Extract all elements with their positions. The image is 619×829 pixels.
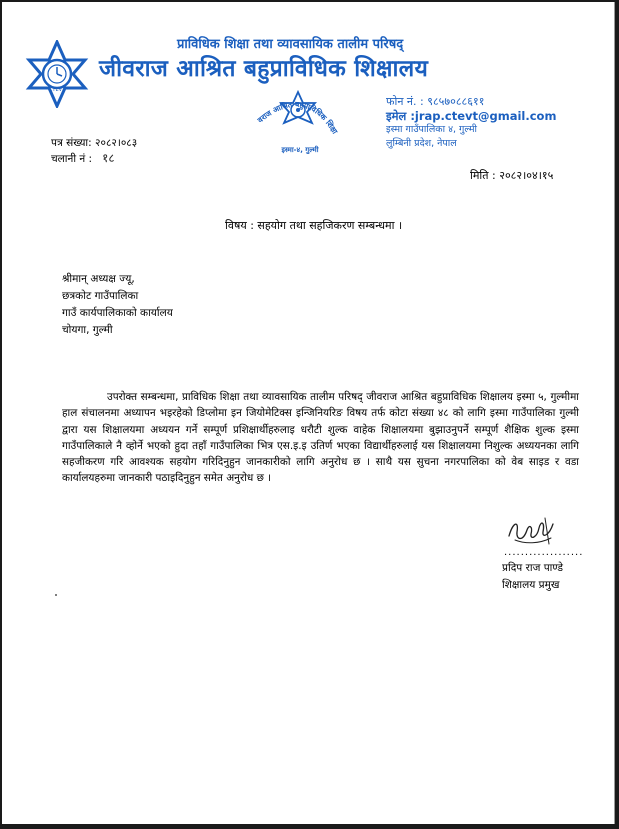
recipient-line: गाउँ कार्यपालिकाको कार्यालय bbox=[62, 307, 173, 319]
signature-line: ................... bbox=[504, 547, 584, 558]
letter-subject: विषय : सहयोग तथा सहजिकरण सम्बन्धमा । bbox=[225, 219, 403, 232]
dispatch-label: चलानी नं : bbox=[51, 153, 93, 165]
contact-block bbox=[386, 95, 556, 151]
logo-text: CTEVT bbox=[48, 87, 66, 93]
letter-no-label: पत्र संख्या: bbox=[51, 137, 92, 149]
letter-no-value: २०८२।०८३ bbox=[95, 137, 138, 149]
recipient-block bbox=[62, 271, 173, 339]
seal-text-top: जीवराज आश्रित बहुप्राविधिक शिक्षालय bbox=[255, 99, 340, 136]
signer-name: प्रदिप राज पाण्डे bbox=[502, 562, 564, 574]
contact-address-line2: लुम्बिनी प्रदेश, नेपाल bbox=[386, 138, 457, 149]
letter-page bbox=[2, 2, 615, 824]
scan-speck bbox=[55, 594, 57, 596]
ctevt-logo bbox=[23, 40, 91, 108]
school-name: जीवराज आश्रित बहुप्राविधिक शिक्षालय bbox=[99, 56, 428, 82]
school-seal-logo bbox=[248, 86, 348, 158]
contact-phone: फोन नं. : ९८५७०८८६११ bbox=[386, 95, 485, 108]
recipient-line: चोयगा, गुल्मी bbox=[62, 324, 113, 336]
contact-email: इमेल :jrap.ctevt@gmail.com bbox=[386, 109, 557, 123]
handwritten-signature bbox=[505, 514, 557, 550]
letter-meta bbox=[51, 136, 137, 167]
letter-date: मिति : २०८२।०४।१५ bbox=[470, 169, 554, 182]
recipient-line: छत्रकोट गाउँपालिका bbox=[62, 290, 139, 302]
contact-address-line1: इस्मा गाउँपालिका ४, गुल्मी bbox=[386, 124, 478, 135]
recipient-line: श्रीमान् अध्यक्ष ज्यू, bbox=[62, 273, 135, 285]
org-line: प्राविधिक शिक्षा तथा व्यावसायिक तालीम परिषद् bbox=[177, 37, 404, 52]
signer-title: शिक्षालय प्रमुख bbox=[502, 579, 560, 591]
letter-body: उपरोक्त सम्बन्धमा, प्राविधिक शिक्षा तथा व्यावसायिक तालीम परिषद् जीवराज आश्रित बहुप्राविधिक शिक्षालय इस्मा ५, गुल्मीमा हाल संचालनमा अध्यापन भइरहेको डिप्लोमा इन जियोमेटिक्स इन्जिनियरिङ विषय तर्फ कोटा संख्या ४८ को लागि इस्मा गाउँपालिका गुल्मी द्वारा यस शिक्षालयमा अध्ययन गर्ने सम्पूर्ण प्रशिक्षार्थीहरुलाइ धरौटी शुल्क वाहेक शिक्षालयमा बुझाउनुपर्ने सम्पूर्ण शैक्षिक शुल्क इस्मा गाउँपालिकाले नै व्होर्ने भएको हुदा तहाँ गाउँपालिका भित्र एस.इ.इ उतिर्ण भएका विद्यार्थीहरुलाई यस शिक्षालयमा निशुल्क अध्ययनका लागि सहजीकरण गरि आवश्यक सहयोग गरिदिनुहुन जानकारीको लागि अनुरोध छ । साथै यस सुचना नगरपालिका को वेब साइड र वडा कार्यालयहरुमा जानकारी पठाइदिनुहुन समेत अनुरोध छ । bbox=[62, 391, 579, 485]
seal-text-bottom: इस्मा-४, गुल्मी bbox=[281, 146, 319, 154]
signer-block bbox=[502, 560, 563, 594]
dispatch-value: १८ bbox=[102, 151, 115, 165]
